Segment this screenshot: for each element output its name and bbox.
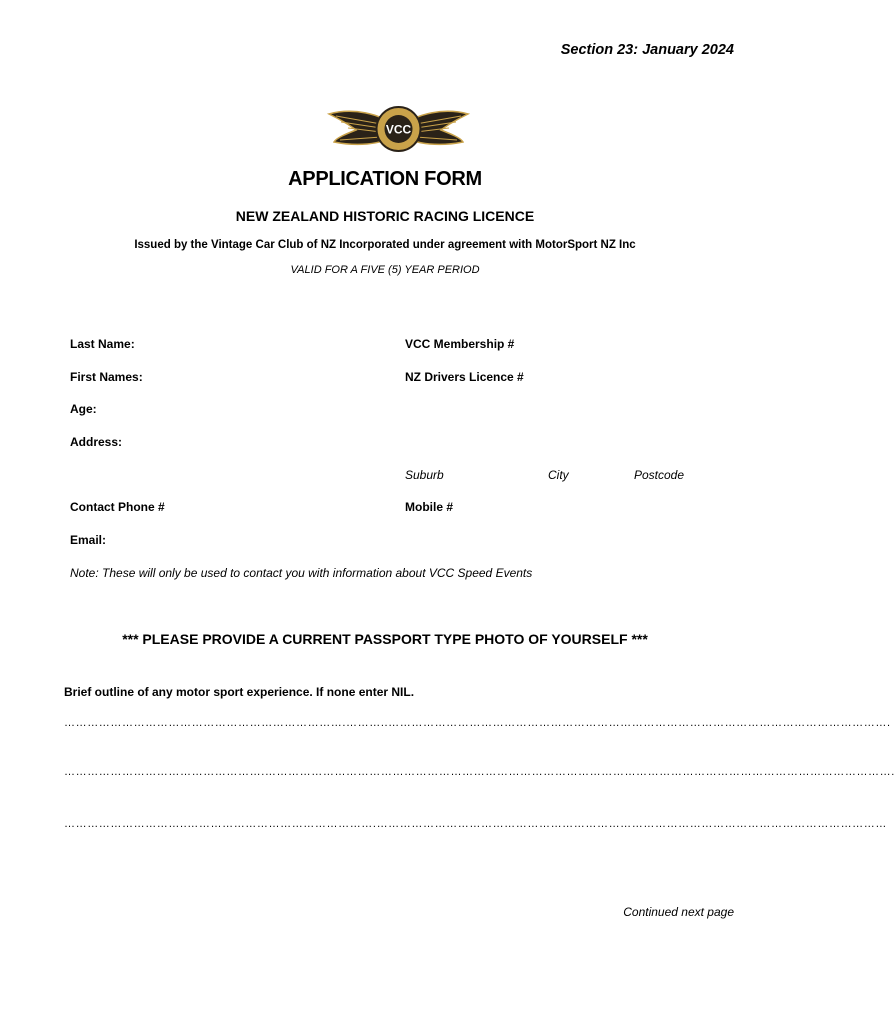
svg-text:VCC: VCC [385,122,412,137]
photo-notice: *** PLEASE PROVIDE A CURRENT PASSPORT TYPE PHOTO OF YOURSELF *** [122,631,648,647]
validity-text: VALID FOR A FIVE (5) YEAR PERIOD [290,264,480,276]
experience-prompt: Brief outline of any motor sport experience. If none enter NIL. [64,685,415,699]
last-name-label: Last Name: [70,337,135,351]
vcc-membership-label: VCC Membership # [405,337,515,351]
experience-line-3: …………………………..………………………………………….…………………………………………………………………………………………………………………… [64,818,887,830]
nz-drivers-licence-label: NZ Drivers Licence # [405,370,524,384]
section-header: Section 23: January 2024 [560,42,734,58]
suburb-hint: Suburb [405,468,444,482]
form-title: APPLICATION FORM [288,168,482,190]
contact-phone-label: Contact Phone # [70,500,165,514]
address-label: Address: [70,435,123,449]
postcode-hint: Postcode [634,468,685,482]
form-subtitle: NEW ZEALAND HISTORIC RACING LICENCE [235,208,535,224]
age-label: Age: [70,402,97,416]
vcc-winged-logo-icon [326,104,471,154]
continued-note: Continued next page [623,905,734,919]
experience-line-1: ……………………………………………………………….………..…………………………………………………………………………………………………………………. [64,717,891,729]
experience-line-2: …………………………………………….………………………………………………………………………………………………………………………………………………. [64,766,895,778]
issued-by-text: Issued by the Vintage Car Club of NZ Incorporated under agreement with MotorSport NZ Inc [134,239,636,251]
city-hint: City [548,468,569,482]
email-label: Email: [70,533,107,547]
contact-note: Note: These will only be used to contact you with information about VCC Speed Events [70,566,533,580]
mobile-label: Mobile # [405,500,454,514]
first-names-label: First Names: [70,370,143,384]
